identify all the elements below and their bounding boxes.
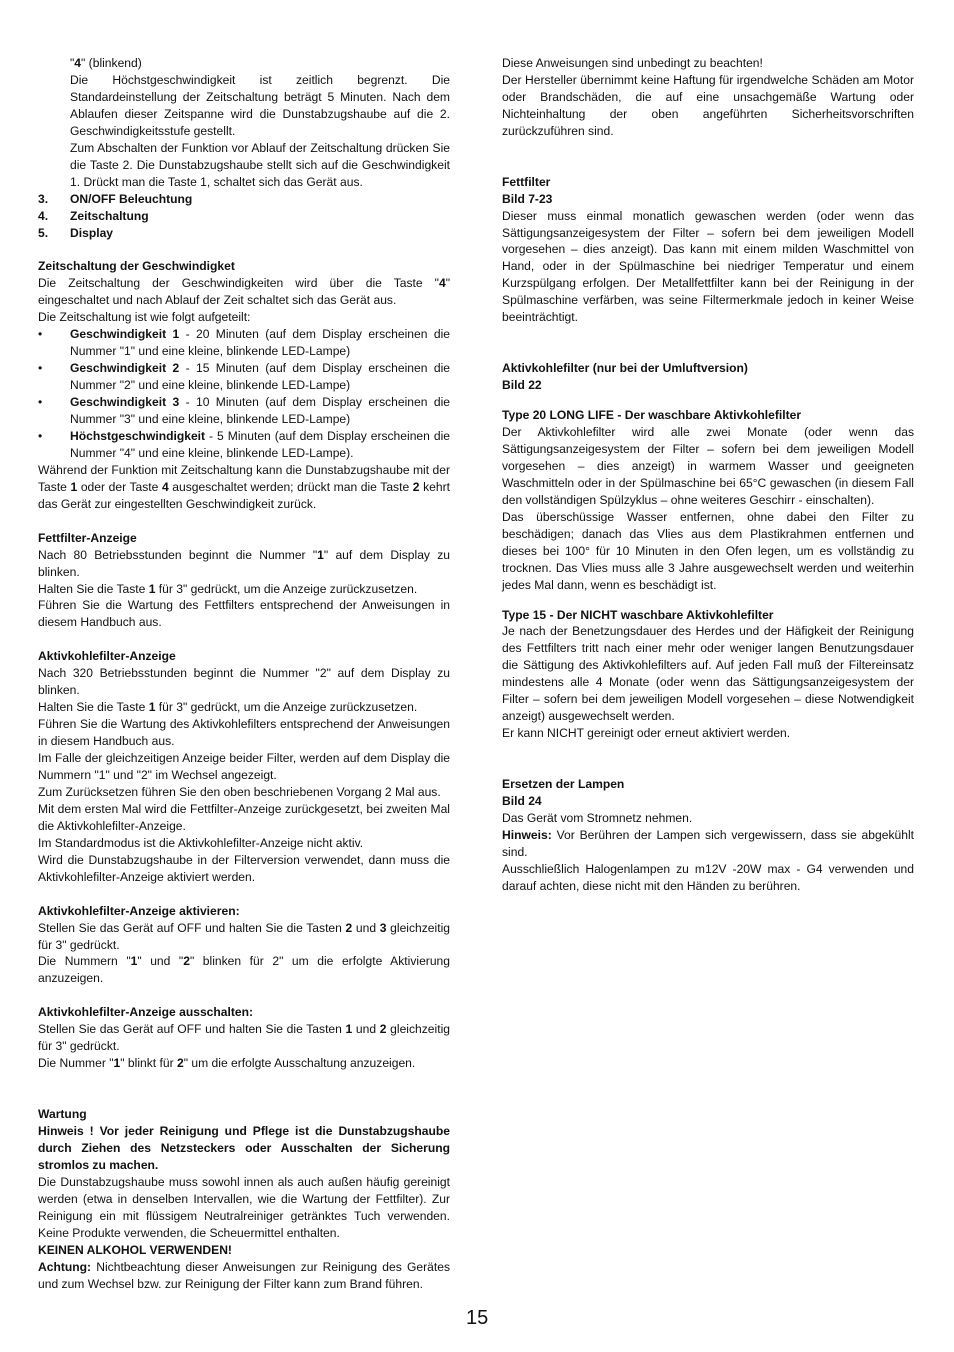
bullet-text: - 5 Minuten (auf dem Display erscheinen die Nummer "4" und eine kleine, blinkende LED-Lampe). [70,428,450,460]
blink-paragraph: Zum Abschalten der Funktion vor Ablauf der Zeitschaltung drücken Sie die Taste 2. Die Dunstabzugshaube stellt sich auf die Geschwindigkeit 1. Drückt man die Taste 1, schaltet sich das Gerät aus. [70,140,450,189]
item-label: Zeitschaltung [70,208,149,223]
figure-reference: Bild 24 [502,793,542,808]
paragraph: Die Dunstabzugshaube muss sowohl innen als auch außen häufig gereinigt werden (etwa in denselben Intervallen, wie die Wartung der Fettfilter). Zur Reinigung ein mit flüssigem Neutralreiniger getränktes Tuch verwenden. Keine Produkte verwenden, die Scheuermittel enthalten. [38,1174,450,1240]
page-number: 15 [466,1307,489,1329]
text-fragment: " um die erfolgte Ausschaltung anzuzeigen. [183,1056,416,1071]
subsection-heading: Type 20 LONG LIFE - Der waschbare Aktivkohlefilter [502,408,802,423]
key-label: 1 [317,547,324,562]
paragraph [38,1259,450,1293]
paragraph: Er kann NICHT gereinigt oder erneut aktiviert werden. [502,726,791,741]
paragraph: Ausschließlich Halogenlampen zu m12V -20W max - G4 verwenden und darauf achten, diese nicht mit den Händen zu berühren. [502,861,914,893]
paragraph: Das Gerät vom Stromnetz nehmen. [502,810,693,825]
text-fragment: " auf dem Display zu blinken. [38,547,451,579]
paragraph: Nach 320 Betriebsstunden beginnt die Nummer "2" auf dem Display zu blinken. [38,666,450,698]
blink-paragraph: Die Höchstgeschwindigkeit ist zeitlich begrenzt. Die Standardeinstellung der Zeitschaltung beträgt 5 Minuten. Nach dem Ablaufen dieser Zeitspanne wird die Dunstabzugshaube auf die 2. Geschwindigkeitsstufe gestellt. [70,72,450,138]
paragraph [502,827,914,861]
text-fragment: und [352,920,380,935]
bullet: • [38,327,43,342]
text-fragment: Halten Sie die Taste [38,581,149,596]
text-fragment: gleichzeitig für 3" gedrückt. [38,1022,450,1054]
timer-paragraph: Die Zeitschaltung ist wie folgt aufgeteilt: [38,310,251,325]
key-label: 1 [148,700,156,715]
item-label: ON/OFF Beleuchtung [70,191,193,206]
text-fragment: Vor Berühren der Lampen sich vergewissern, dass sie abgekühlt sind. [502,827,914,859]
paragraph: Der Aktivkohlefilter wird alle zwei Monate (oder wenn das Sättigungsanzeigesystem der Filter – sofern bei dem jeweiligen Modell vorgesehen – dies anzeigt) in warmem Wasser und geeigneten Waschmitteln oder in der Spülmaschine bei 65°C gewaschen (in diesem Fall den vollständigen Spülzyklus – ohne weiteres Geschirr - einschalten). [502,424,914,507]
item-number: 4. [38,208,49,223]
paragraph: Im Falle der gleichzeitigen Anzeige beider Filter, werden auf dem Display die Nummern "1" und "2" im Wechsel angezeigt. [38,751,450,782]
text-fragment: " blinkt für [120,1056,177,1071]
section-heading: Fettfilter-Anzeige [38,530,137,545]
key-label: 1 [70,479,78,494]
text-fragment: für 3" gedrückt, um die Anzeige zurückzusetzen. [155,581,418,596]
key-label: 2 [177,1056,184,1071]
text-fragment: Die Nummer " [38,1056,114,1071]
item-label: Display [70,225,114,240]
text-fragment: oder der Taste [77,479,162,494]
paragraph [38,953,450,987]
paragraph: Der Hersteller übernimmt keine Haftung für irgendwelche Schäden am Motor oder Brandschäden, die auf eine unsachgemäße Wartung oder Nichteinhaltung der oben angeführten Sicherheitsvorschriften zurückzuführen sind. [502,72,914,138]
paragraph [38,920,450,954]
achtung-label: Achtung: [38,1259,92,1274]
paragraph: Führen Sie die Wartung des Fettfilters entsprechend der Anweisungen in diesem Handbuch aus. [38,598,450,630]
paragraph: Zum Zurücksetzen führen Sie den oben beschriebenen Vorgang 2 Mal aus. [38,784,441,799]
bullet-item [38,394,450,428]
text-fragment: Nichtbeachtung dieser Anweisungen zur Reinigung des Gerätes und zum Wechsel bzw. zur Reinigung der Filter kann zum Brand führen. [38,1259,450,1291]
key-label: 1 [148,581,156,596]
text-fragment: Nach 80 Betriebsstunden beginnt die Nummer " [38,547,318,562]
bullet-text: - 10 Minuten (auf dem Display erscheinen die Nummer "3" und eine kleine, blinkende LED-Lampe) [70,395,450,426]
blink-heading [70,55,450,72]
paragraph [38,1055,450,1072]
text-fragment: " [70,56,75,70]
text-fragment: " und " [137,954,184,969]
key-label: 1 [113,1056,121,1071]
section-heading: Zeitschaltung der Geschwindigket [38,259,235,274]
bullet-label: Höchstgeschwindigkeit [70,428,206,443]
text-fragment: Stellen Sie das Gerät auf OFF und halten Sie die Tasten [38,1022,346,1037]
subsection-heading: Type 15 - Der NICHT waschbare Aktivkohlefilter [502,607,774,622]
bullet-item [38,326,450,360]
text-fragment: Die Zeitschaltung der Geschwindigkeiten wird über die Taste " [38,276,439,291]
text-fragment: " blinken für 2" um die erfolgte Aktivierung anzuzeigen. [38,954,450,986]
bullet-item [38,360,450,394]
text-fragment: Stellen Sie das Gerät auf OFF und halten Sie die Tasten [38,920,346,935]
blink-section [38,55,450,191]
key-label: 4 [438,276,446,291]
paragraph: Im Standardmodus ist die Aktivkohlefilter-Anzeige nicht aktiv. [38,835,364,850]
text-fragment: für 3" gedrückt, um die Anzeige zurückzusetzen. [155,700,418,715]
paragraph: Führen Sie die Wartung des Aktivkohlefilters entsprechend der Anweisungen in diesem Handbuch aus. [38,717,450,749]
bullet-label: Geschwindigkeit 3 [70,395,180,410]
text-fragment: kehrt das Gerät zur eingestellten Geschwindigkeit zurück. [38,479,450,511]
key-label: 3 [379,920,387,935]
figure-reference: Bild 7-23 [502,191,553,206]
text-fragment: gleichzeitig für 3" gedrückt. [38,920,450,952]
hinweis-label: Hinweis: [502,827,552,842]
paragraph [38,547,450,581]
section-heading: Aktivkohlefilter-Anzeige [38,649,176,664]
left-column [38,55,450,1292]
bullet-text: - 20 Minuten (auf dem Display erscheinen die Nummer "1" und eine kleine, blinkende LED-Lampe) [70,327,450,359]
paragraph [38,699,450,716]
timer-paragraph [38,275,450,309]
paragraph: Wird die Dunstabzugshaube in der Filterversion verwendet, dann muss die Aktivkohlefilter-Anzeige aktiviert werden. [38,852,450,884]
section-heading: Aktivkohlefilter-Anzeige aktivieren: [38,903,240,918]
section-heading: Aktivkohlefilter (nur bei der Umluftversion) [502,361,748,376]
text-fragment: Während der Funktion mit Zeitschaltung kann die Dunstabzugshaube mit der Taste [38,462,450,494]
section-heading: Ersetzen der Lampen [502,777,625,792]
paragraph: Dieser muss einmal monatlich gewaschen werden (oder wenn das Sättigungsanzeigesystem der Filter – sofern bei dem jeweiligen Modell vorgesehen – dies anzeigt). Das kann mit einem milden Waschmittel von Hand, oder in der Spülmaschine bei niedriger Temperatur und einem Kurzspülgang erfolgen. Der Metallfettfilter kann bei der Reinigung in der Spülmaschine verfärben, was seine Filtermerkmale jedoch in keiner Weise beeinträchtigt. [502,208,914,325]
item-number: 3. [38,191,49,206]
paragraph: Je nach der Benetzungsdauer des Herdes und der Häfigkeit der Reinigung des Fettfilters tritt nach einer mehr oder weniger langen Benutzungsdauer die Sättigung des Aktivkohlefilters auf. Auf jeden Fall muß der Filtereinsatz mindestens alle 4 Monate (oder wenn das Sättigungsanzeigesystem der Filter – sofern bei dem jeweiligen Modell vorgesehen – diese Notwendigkeit anzeigt) ausgewechselt werden. [502,624,914,724]
text-fragment: und [352,1022,380,1037]
paragraph [38,581,450,598]
bullet: • [38,428,43,443]
text-fragment: " eingeschaltet und nach Ablauf der Zeit schaltet sich das Gerät aus. [38,276,450,308]
numbered-item [38,208,450,225]
section-heading: Wartung [38,1107,87,1121]
key-label: 1 [345,1022,353,1037]
numbered-item [38,225,450,242]
warning-paragraph: Hinweis ! Vor jeder Reinigung und Pflege ist die Dunstabzugshaube durch Ziehen des Netzsteckers oder Ausschalten der Sicherung stromlos zu machen. [38,1123,450,1172]
bullet-item [38,428,450,462]
bullet: • [38,361,43,376]
key-label: 1 [130,954,138,969]
timer-paragraph [38,462,450,513]
bullet-label: Geschwindigkeit 1 [70,327,180,342]
key-label: 2 [345,920,353,935]
key-label: 2 [183,954,190,969]
numbered-item [38,191,450,208]
section-heading: Aktivkohlefilter-Anzeige ausschalten: [38,1005,254,1020]
text-fragment: " (blinkend) [81,56,142,70]
text-fragment: ausgeschaltet werden; drückt man die Taste [168,479,413,494]
bullet-label: Geschwindigkeit 2 [70,361,180,376]
bullet: • [38,395,43,410]
paragraph: Diese Anweisungen sind unbedingt zu beachten! [502,56,763,70]
text-fragment: Halten Sie die Taste [38,700,149,715]
paragraph [38,1021,450,1055]
key-label: 4 [161,479,169,494]
key-label: 4 [74,56,82,70]
right-column [502,55,914,895]
item-number: 5. [38,225,49,240]
section-heading: Fettfilter [502,174,551,189]
figure-reference: Bild 22 [502,378,542,393]
bullet-text: - 15 Minuten (auf dem Display erscheinen die Nummer "2" und eine kleine, blinkende LED-Lampe) [70,361,450,393]
key-label: 2 [379,1022,387,1037]
warning-line: KEINEN ALKOHOL VERWENDEN! [38,1242,232,1257]
paragraph: Mit dem ersten Mal wird die Fettfilter-Anzeige zurückgesetzt, bei zweiten Mal die Aktivkohlefilter-Anzeige. [38,801,450,833]
key-label: 2 [412,479,420,494]
text-fragment: Die Nummern " [38,954,131,969]
paragraph: Das überschüssige Wasser entfernen, ohne dabei den Filter zu beschädigen; danach das Vlies aus dem Plastikrahmen entfernen und dieses bei 100° für 10 Minuten in den Ofen legen, um es vollständig zu trocknen. Das Vlies muss alle 3 Jahre ausgewechselt werden und weiterhin jedes Mal dann, wenn es beschädigt ist. [502,509,914,592]
